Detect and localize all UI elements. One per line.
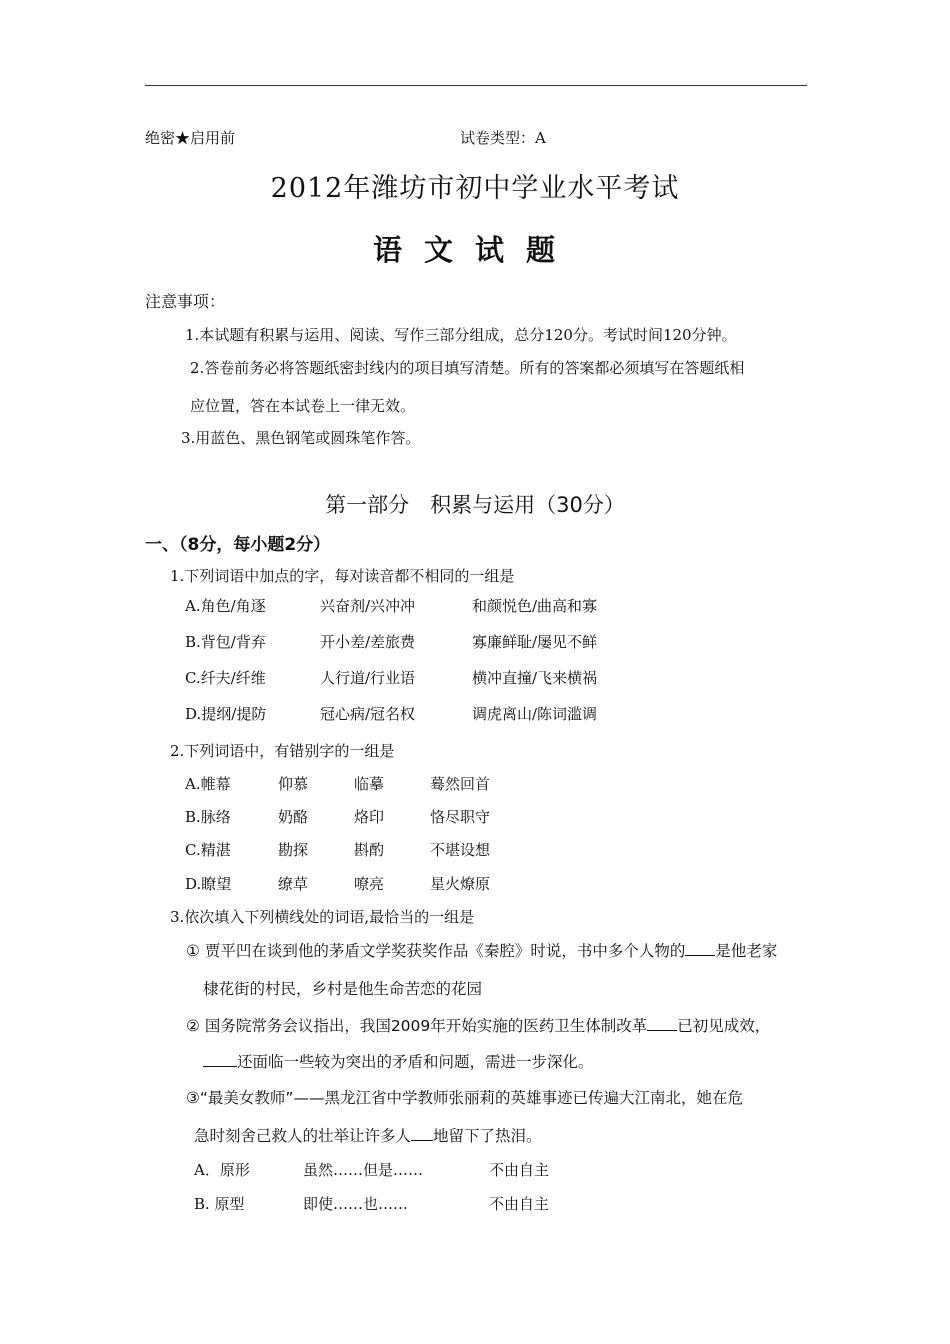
paper-type-label: 试卷类型：A bbox=[460, 129, 546, 147]
q3-s3-text-c: 地留下了热泪。 bbox=[433, 1127, 542, 1145]
part1-heading: 第一部分 积累与运用（30分） bbox=[325, 493, 625, 517]
notice-item-2-cont: 应位置，答在本试卷上一律无效。 bbox=[190, 397, 416, 415]
q2-option-b-4: 恪尽职守 bbox=[430, 808, 491, 826]
q2-option-d-1: D.瞭望 bbox=[185, 875, 232, 893]
q1-option-a-3: 和颜悦色/曲高和寡 bbox=[472, 597, 598, 615]
q3-s2-blank-1 bbox=[647, 1016, 677, 1031]
q3-option-a-1: A．原形 bbox=[194, 1161, 250, 1179]
q3-option-b-1: B. 原型 bbox=[194, 1195, 245, 1213]
q3-s2-blank-2 bbox=[203, 1052, 237, 1067]
q2-option-a-3: 临摹 bbox=[354, 775, 385, 793]
q3-s1-text-a: ① 贾平凹在谈到他的茅盾文学奖获奖作品《秦腔》时说，书中多个人物的 bbox=[186, 942, 686, 960]
q3-option-b-3: 不由自主 bbox=[489, 1195, 550, 1213]
q2-option-d-2: 缭草 bbox=[278, 875, 309, 893]
q3-s1-text-c: 棣花街的村民，乡村是他生命苦恋的花园 bbox=[203, 980, 483, 998]
q1-option-d-1: D.提纲/提防 bbox=[185, 705, 267, 723]
q2-option-a-4: 蓦然回首 bbox=[430, 775, 491, 793]
q2-option-c-4: 不堪设想 bbox=[430, 841, 491, 859]
secret-label: 绝密★启用前 bbox=[145, 129, 236, 147]
q1-option-b-2: 开小差/差旅费 bbox=[320, 633, 416, 651]
q3-s2-text-a: ② 国务院常务会议指出，我国2009年开始实施的医药卫生体制改革 bbox=[186, 1017, 648, 1035]
q1-option-a-1: A.角色/角逐 bbox=[185, 597, 266, 615]
q1-option-c-2: 人行道/行业语 bbox=[320, 669, 416, 687]
q1-stem: 1.下列词语中加点的字，每对读音都不相同的一组是 bbox=[170, 567, 515, 585]
q3-s3-text-a: ③“最美女教师”——黑龙江省中学教师张丽莉的英雄事迹已传遍大江南北，她在危 bbox=[186, 1089, 743, 1107]
q2-option-c-1: C.精湛 bbox=[185, 841, 231, 859]
q1-option-c-1: C.纤夫/纤维 bbox=[185, 669, 266, 687]
q3-option-a-3: 不由自主 bbox=[489, 1161, 550, 1179]
q2-option-b-1: B.脉络 bbox=[185, 808, 231, 826]
q3-s2-text-b: 已初见成效， bbox=[677, 1017, 771, 1035]
q1-option-c-3: 横冲直撞/飞来横祸 bbox=[472, 669, 598, 687]
q2-option-b-2: 奶酪 bbox=[278, 808, 309, 826]
section1-heading: 一、（8分，每小题2分） bbox=[145, 535, 331, 555]
top-rule bbox=[145, 85, 807, 86]
notice-item-2: 2.答卷前务必将答题纸密封线内的项目填写清楚。所有的答案都必须填写在答题纸相 bbox=[190, 359, 745, 377]
q2-option-d-3: 嘹亮 bbox=[354, 875, 385, 893]
q1-option-a-2: 兴奋剂/兴冲冲 bbox=[320, 597, 416, 615]
notice-heading: 注意事项： bbox=[145, 292, 226, 311]
notice-item-3: 3.用蓝色、黑色钢笔或圆珠笔作答。 bbox=[181, 429, 421, 447]
q1-option-d-2: 冠心病/冠名权 bbox=[320, 705, 416, 723]
q3-sentence-1 bbox=[186, 939, 777, 961]
q3-s2-line-2 bbox=[203, 1050, 594, 1072]
q3-s3-text-b: 急时刻舍己救人的壮举让许多人 bbox=[194, 1127, 412, 1145]
q3-s1-blank bbox=[685, 941, 715, 956]
notice-item-1: 1.本试题有积累与运用、阅读、写作三部分组成，总分120分。考试时间120分钟。 bbox=[185, 326, 737, 344]
q1-option-d-3: 调虎离山/陈词滥调 bbox=[472, 705, 598, 723]
q3-option-b-2: 即使……也…… bbox=[303, 1195, 409, 1213]
q2-option-a-2: 仰慕 bbox=[278, 775, 309, 793]
q2-option-b-3: 烙印 bbox=[354, 808, 385, 826]
q2-option-c-2: 勘探 bbox=[278, 841, 309, 859]
q2-option-c-3: 斟酌 bbox=[354, 841, 385, 859]
q3-s3-blank bbox=[411, 1126, 433, 1141]
exam-title: 2012年潍坊市初中学业水平考试 bbox=[270, 173, 680, 204]
q1-option-b-3: 寡廉鲜耻/屡见不鲜 bbox=[472, 633, 598, 651]
q2-stem: 2.下列词语中，有错别字的一组是 bbox=[170, 742, 395, 760]
q2-option-d-4: 星火燎原 bbox=[430, 875, 491, 893]
q3-option-a-2: 虽然……但是…… bbox=[303, 1161, 424, 1179]
q3-s3-line-2 bbox=[194, 1124, 542, 1146]
q2-option-a-1: A.帷幕 bbox=[185, 775, 231, 793]
q3-s1-text-b: 是他老家 bbox=[715, 942, 778, 960]
q3-s2-text-c: 还面临一些较为突出的矛盾和问题，需进一步深化。 bbox=[237, 1053, 594, 1071]
q3-stem: 3.依次填入下列横线处的词语,最恰当的一组是 bbox=[170, 908, 475, 926]
q1-option-b-1: B.背包/背弃 bbox=[185, 633, 266, 651]
exam-subtitle: 语文试题 bbox=[372, 233, 577, 267]
q3-sentence-2 bbox=[186, 1014, 770, 1036]
